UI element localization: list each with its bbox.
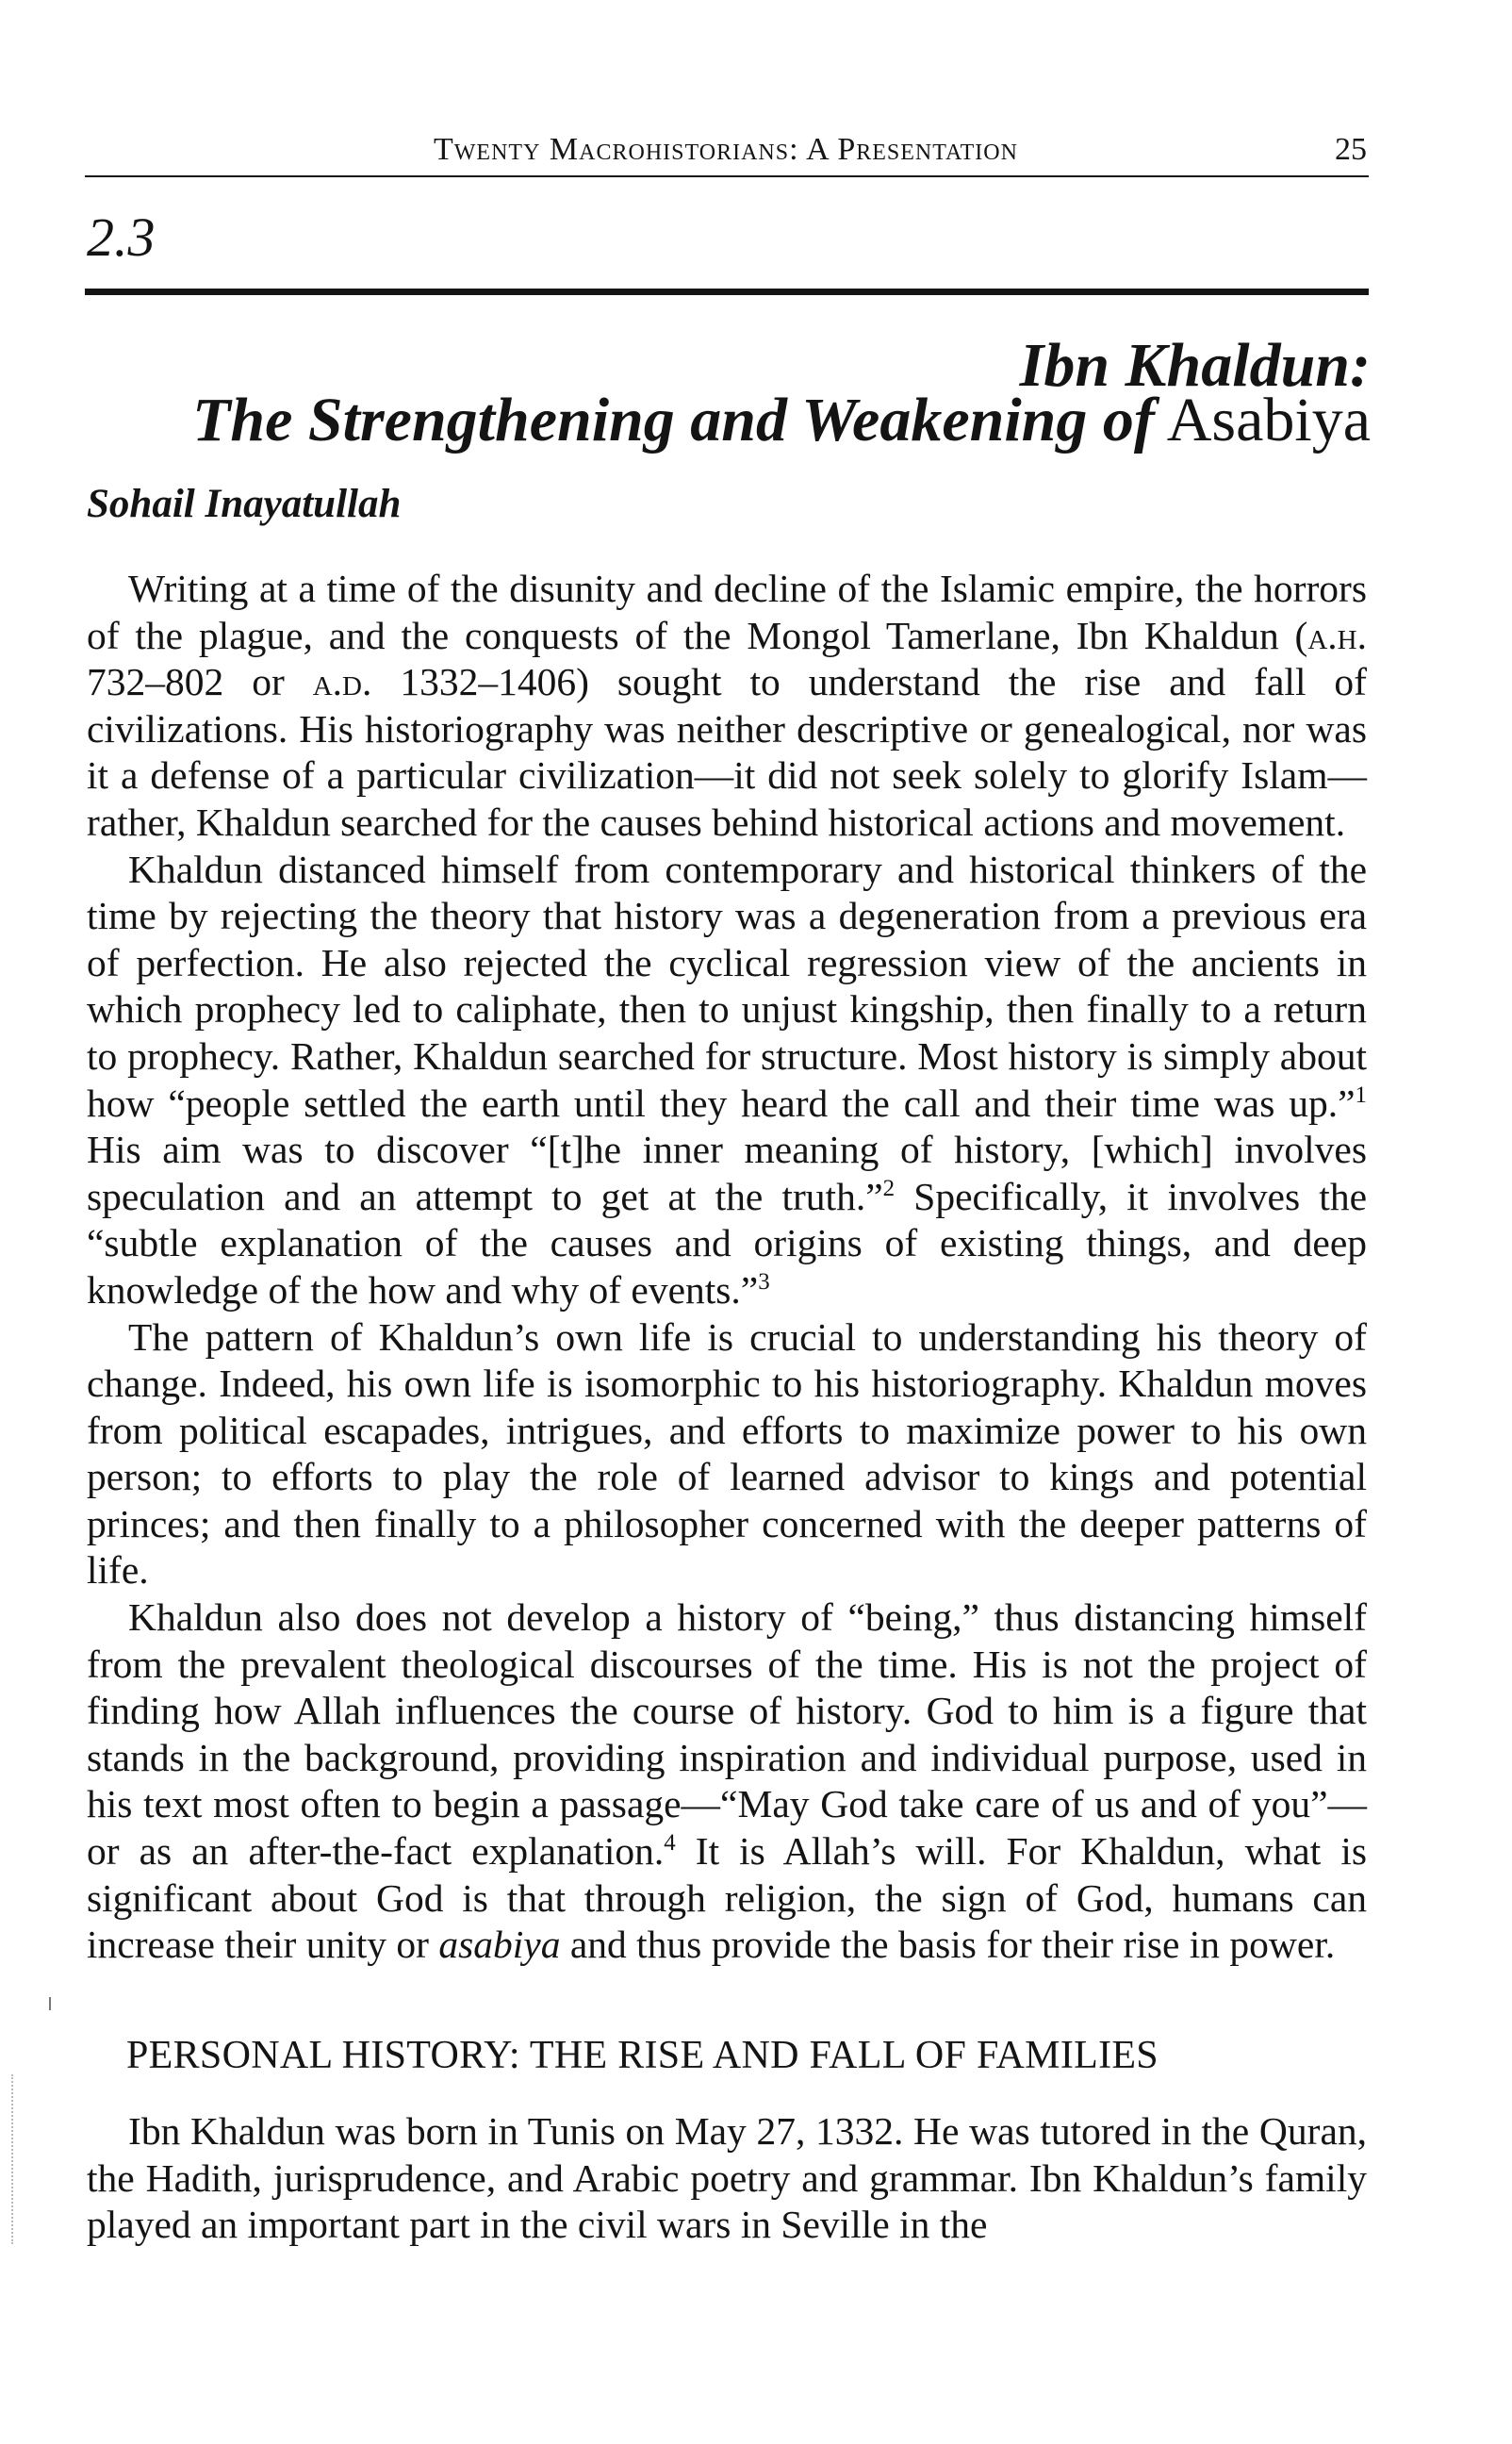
paragraph-1 — [87, 566, 1367, 847]
era-ah: a.h. — [1307, 613, 1367, 657]
margin-scan-artifact — [11, 2074, 15, 2244]
chapter-title-roman: Asabiya — [1166, 386, 1371, 454]
paragraph-1-end: 1332–1406) sought to understand the rise and fall of civilizations. His historiography was neither descriptive or genealogical, nor was it a defense of a particular civilization—it did not seek solely to glorify Islam—rather, Khaldun searched for the causes behind historical actions and movement. — [87, 660, 1367, 844]
header-rule — [85, 175, 1369, 177]
paragraph-4-part-1: Khaldun also does not develop a history of “being,” thus distancing himself from the prevalent theological discourses of the time. His is not the project of finding how Allah influences the course of history. God to him is a figure that stands in the background, providing inspiration and individual purpose, used in his text most often to begin a passage—“May God take care of us and of you”—or as an after-the-fact explanation. — [87, 1595, 1367, 1874]
footnote-ref-3: 3 — [758, 1268, 770, 1295]
section-heading: PERSONAL HISTORY: THE RISE AND FALL OF FAMILIES — [126, 2034, 1159, 2077]
chapter-title-line-1: Ibn Khaldun: — [1019, 331, 1371, 400]
paragraph-2-part-3: Specifically, it involves the “subtle explanation of the causes and origins of existing things, and deep knowledge of the how and why of events.” — [87, 1174, 1367, 1312]
section-body-text — [87, 2108, 1367, 2249]
paragraph-4-part-3: and thus provide the basis for their rise in power. — [560, 1923, 1336, 1967]
paragraph-3: The pattern of Khaldun’s own life is crucial to understanding his theory of change. Indeed, his own life is isomorphic to his historiography. Khaldun moves from political escapades, intrigues, and efforts to maximize power to his own person; to efforts to play the role of learned advisor to kings and potential princes; and then finally to a philosopher concerned with the deeper patterns of life. — [87, 1314, 1367, 1593]
footnote-ref-1: 1 — [1355, 1082, 1367, 1108]
paragraph-2 — [87, 847, 1367, 1314]
author-name: Sohail Inayatullah — [87, 482, 402, 526]
page-number: 25 — [1335, 132, 1367, 167]
era-ad: a.d. — [312, 660, 372, 704]
section-paragraph-1: Ibn Khaldun was born in Tunis on May 27, 1332. He was tutored in the Quran, the Hadith, jurisprudence, and Arabic poetry and grammar. Ibn Khaldun’s family played an important part in the civil wars in Seville in the — [87, 2109, 1367, 2247]
paragraph-1-mid: 732–802 or — [87, 660, 313, 704]
paragraph-2-part-1: Khaldun distanced himself from contemporary and historical thinkers of the time by rejecting the theory that history was a degeneration from a previous era of perfection. He also rejected the cyclical regression view of the ancients in which prophecy led to caliphate, then to unjust kingship, then finally to a return to prophecy. Rather, Khaldun searched for structure. Most history is simply about how “people settled the earth until they heard the call and their time was up.” — [87, 847, 1367, 1125]
footnote-ref-2: 2 — [882, 1175, 896, 1201]
section-rule — [85, 289, 1369, 295]
paragraph-1-text: Writing at a time of the disunity and decline of the Islamic empire, the horrors of the plague, and the conquests of the Mongol Tamerlane, Ibn Khaldun ( — [87, 567, 1367, 657]
paragraph-4-part-2: It is Allah’s will. For Khaldun, what is significant about God is that through religion, the sign of God, humans can increase their unity or — [87, 1829, 1367, 1967]
chapter-title-italic: The Strengthening and Weakening of — [192, 386, 1155, 454]
term-asabiya: asabiya — [438, 1923, 561, 1967]
margin-mark — [49, 1997, 51, 2010]
paragraph-4 — [87, 1594, 1367, 1969]
body-text — [87, 566, 1367, 1969]
running-head-title: Twenty Macrohistorians: A Presentation — [434, 132, 1018, 167]
footnote-ref-4: 4 — [664, 1830, 676, 1857]
running-head — [85, 132, 1367, 172]
chapter-title-line-2 — [192, 385, 1371, 456]
chapter-section-number: 2.3 — [87, 206, 156, 268]
paragraph-2-part-2: His aim was to discover “[t]he inner meaning of history, [which] involves speculation and an attempt to get at the truth.” — [87, 1128, 1367, 1218]
